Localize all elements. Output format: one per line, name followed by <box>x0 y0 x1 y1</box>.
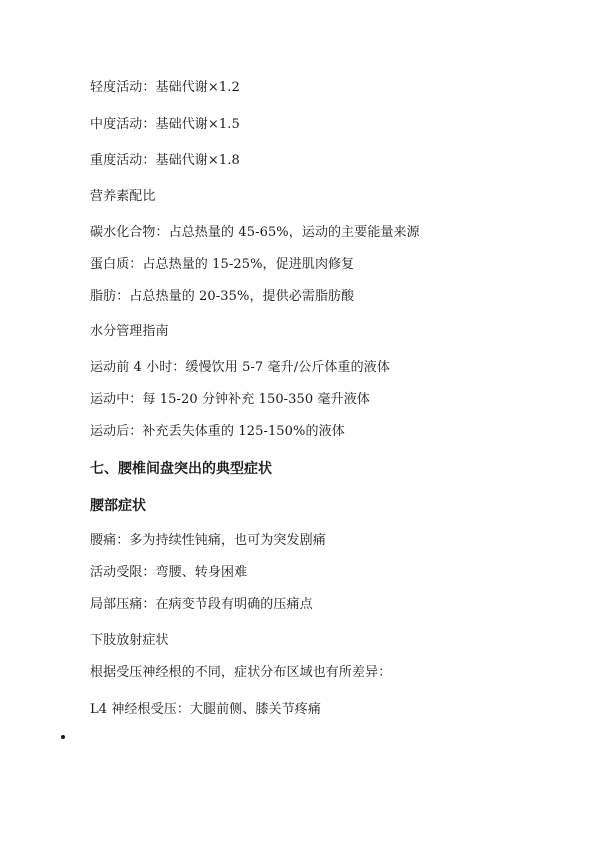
hydration-before-line: 运动前 4 小时：缓慢饮用 5-7 毫升/公斤体重的液体 <box>90 360 390 375</box>
hydration-after-line: 运动后：补充丢失体重的 125-150%的液体 <box>90 424 345 439</box>
local-tenderness-line: 局部压痛：在病变节段有明确的压痛点 <box>90 597 313 612</box>
hydration-title: 水分管理指南 <box>90 324 169 339</box>
distribution-intro-line: 根据受压神经根的不同，症状分布区域也有所差异： <box>90 665 392 680</box>
hydration-during-line: 运动中：每 15-20 分钟补充 150-350 毫升液体 <box>90 392 370 407</box>
limited-mobility-line: 活动受限：弯腰、转身困难 <box>90 565 248 580</box>
light-activity-line: 轻度活动：基础代谢×1.2 <box>90 80 240 95</box>
protein-line: 蛋白质：占总热量的 15-25%，促进肌肉修复 <box>90 257 355 272</box>
limb-symptoms-title: 下肢放射症状 <box>90 633 169 648</box>
heavy-activity-line: 重度活动：基础代谢×1.8 <box>90 153 240 168</box>
section-heading: 七、腰椎间盘突出的典型症状 <box>90 461 272 477</box>
moderate-activity-line: 中度活动：基础代谢×1.5 <box>90 117 240 132</box>
l4-root-line: L4 神经根受压：大腿前侧、膝关节疼痛 <box>90 702 321 717</box>
bullet-dot <box>61 735 65 739</box>
nutrition-title: 营养素配比 <box>90 189 156 204</box>
lumbar-symptoms-heading: 腰部症状 <box>90 498 146 514</box>
back-pain-line: 腰痛：多为持续性钝痛，也可为突发剧痛 <box>90 533 326 548</box>
fat-line: 脂肪：占总热量的 20-35%，提供必需脂肪酸 <box>90 289 355 304</box>
carbs-line: 碳水化合物：占总热量的 45-65%，运动的主要能量来源 <box>90 225 420 240</box>
